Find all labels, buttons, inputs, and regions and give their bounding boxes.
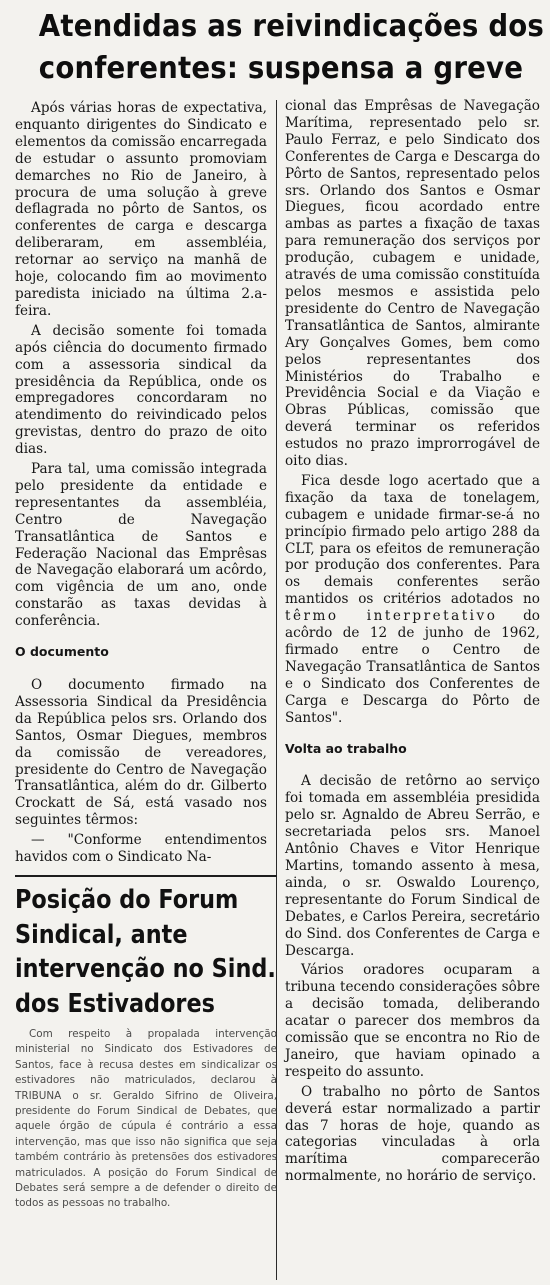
paragraph-text: Fica desde logo acertado que a fixação da taxa de tonelagem, cubagem e unidade firmar-se-á no princípio firmado pelo artigo 288 da CLT, para os efeitos de remuneração por produção dos conferentes. Para os demais conferentes serão mantidos os critérios adotados no bbox=[285, 472, 540, 608]
sidebar-article-box bbox=[15, 875, 277, 1282]
sidebar-title-line: dos Estivadores bbox=[15, 988, 215, 1019]
article-column-left bbox=[15, 100, 267, 869]
sidebar-article-title bbox=[15, 883, 277, 1021]
headline-line-1: Atendidas as reivindicações dos bbox=[38, 9, 545, 44]
paragraph: — "Conforme entendimentos havidos com o Sindicato Na- bbox=[15, 832, 267, 866]
paragraph: O trabalho no pôrto de Santos deverá estar normalizado a partir das 7 horas de hoje, quando as categorias vinculadas à orla marítima comparecerão normalmente, no horário de serviço. bbox=[285, 1083, 540, 1185]
subheading-volta-ao-trabalho: Volta ao trabalho bbox=[285, 740, 407, 756]
paragraph: Vários oradores ocuparam a tribuna tecendo considerações sôbre a decisão tomada, deliberando acatar o parecer dos membros da comissão que se encontra no Rio de Janeiro, que haviam opinado a respeito do assunto. bbox=[285, 962, 540, 1080]
spaced-text: têrmo interpretativo bbox=[285, 608, 498, 625]
subheading-documento: O documento bbox=[15, 644, 109, 660]
sidebar-article-body: Com respeito à propalada intervenção ministerial no Sindicato dos Estivadores de Santos, face à recusa destes em sindicalizar os estivadores não matriculados, declarou à TRIBUNA o sr. Geraldo Sifrino de Oliveira, presidente do Forum Sindical de Debates, que aquele órgão de cúpula é contrário a essa intervenção, mas que isso não significa que seja também contrário às pretensões dos estivadores matriculados. A posição do Forum Sindical de Debates será sempre a de defender o direito de todos as pessoas no trabalho. bbox=[15, 1028, 277, 1210]
paragraph: cional das Emprêsas de Navegação Marítima, representado pelo sr. Paulo Ferraz, e pelo Sindicato dos Conferentes de Carga e Descarga do Pôrto de Santos, representado pelos srs. Orlando dos Santos e Osmar Diegues, ficou acordado entre ambas as partes a fixação de taxas para remuneração dos serviços por produção, cubagem e unidade, através de uma comissão constituída pelos mesmos e assistida pelo presidente do Centro de Navegação Transatlântica de Santos, almirante Ary Gonçalves Gomes, bem como pelos representantes dos Ministérios do Trabalho e Previdência Social e da Viação e Obras Públicas, comissão que deverá terminar os referidos estudos no prazo improrrogável de oito dias. bbox=[285, 98, 540, 470]
headline bbox=[18, 6, 545, 90]
paragraph: Para tal, uma comissão integrada pelo presidente da entidade e representantes da assembléia, Centro de Navegação Transatlântica de Santos e Federação Nacional das Emprêsas de Navegação elaborará um acôrdo, com vigência de um ano, onde constarão as taxas devidas à conferência. bbox=[15, 461, 267, 630]
paragraph: O documento firmado na Assessoria Sindical da Presidência da República pelos srs. Orlando dos Santos, Osmar Diegues, membros da comissão de vereadores, presidente do Centro de Navegação Transatlântica, além do dr. Gilberto Crockatt de Sá, está vasado nos seguintes têrmos: bbox=[15, 677, 267, 829]
paragraph-with-spaced-text bbox=[285, 473, 540, 727]
sidebar-title-line: Sindical, ante bbox=[15, 919, 188, 950]
headline-line-2: conferentes: suspensa a greve bbox=[38, 51, 524, 86]
article-column-right bbox=[285, 98, 540, 1188]
paragraph: A decisão de retôrno ao serviço foi tomada em assembléia presidida pelo sr. Agnaldo de Abreu Serrão, e secretariada pelos srs. Manoel Antônio Chaves e Vitor Henrique Martins, tomando assento à mesa, ainda, o sr. Oswaldo Lourenço, representante do Forum Sindical de Debates, e Carlos Pereira, secretário do Sind. dos Conferentes de Carga e Descarga. bbox=[285, 773, 540, 959]
sidebar-title-line: Posição do Forum bbox=[15, 885, 239, 915]
paragraph: Após várias horas de expectativa, enquanto dirigentes do Sindicato e elementos da comissão encarregada de estudar o assunto promoviam demarches no Rio de Janeiro, à procura de uma solução à greve deflagrada no pôrto de Santos, os conferentes de carga e descarga deliberaram, em assembléia, retornar ao serviço na manhã de hoje, colocando fim ao movimento paredista iniciado na última 2.a-feira. bbox=[15, 100, 267, 319]
sidebar-title-line: intervenção no Sind. bbox=[15, 954, 276, 984]
paragraph: A decisão somente foi tomada após ciência do documento firmado com a assessoria sindical da presidência da República, onde os empregadores concordaram no atendimento do reivindicado pelos grevistas, dentro do prazo de oito dias. bbox=[15, 322, 267, 458]
paragraph-text: do acôrdo de 12 de junho de 1962, firmado entre o Centro de Navegação Transatlântica de Santos e o Sindicato dos Conferentes de Carga e Descarga do Pôrto de Santos". bbox=[285, 608, 540, 726]
